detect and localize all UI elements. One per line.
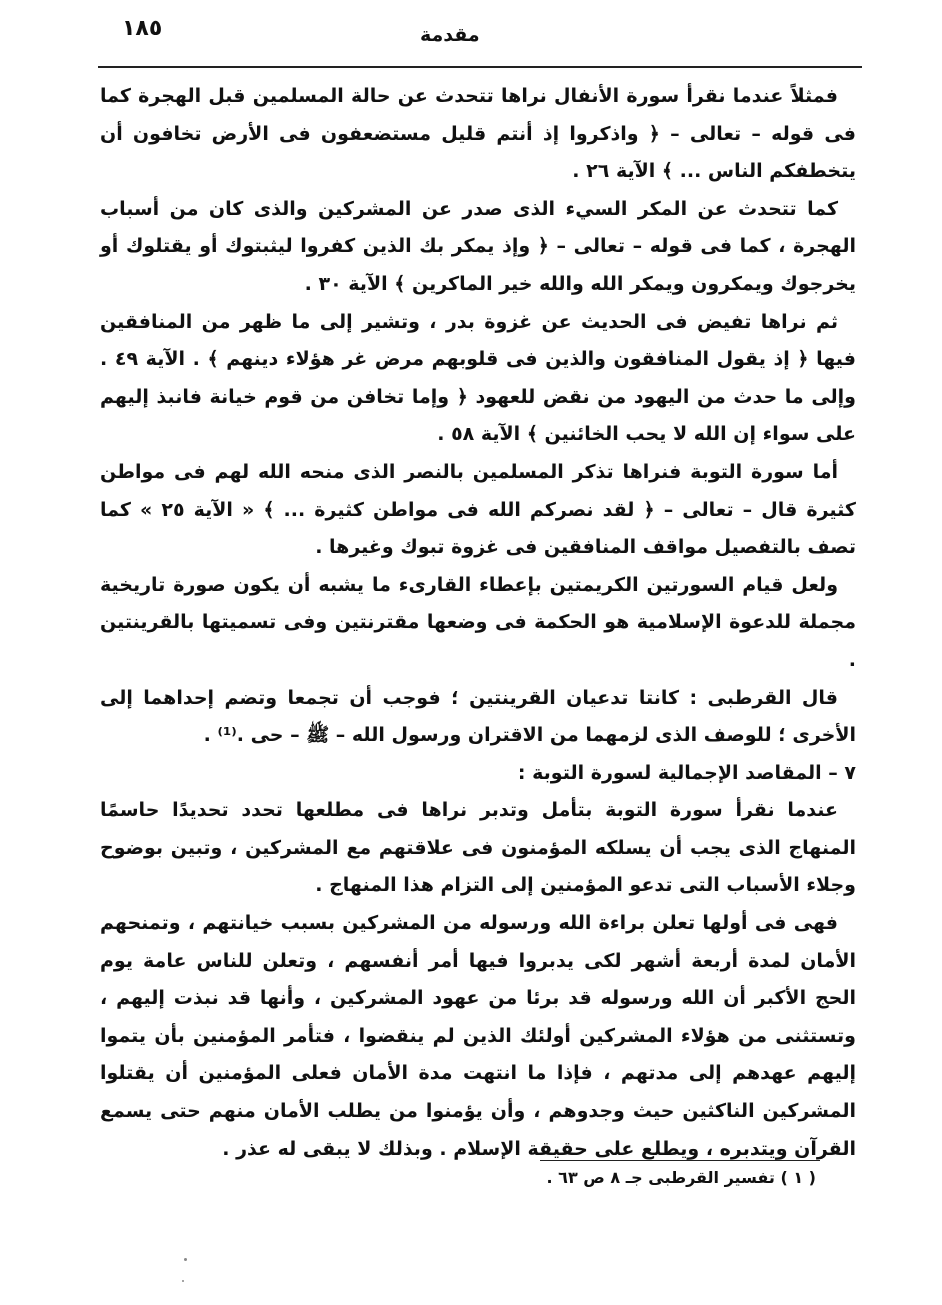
scan-speck [182,1280,184,1282]
paragraph-makr: كما تتحدث عن المكر السيء الذى صدر عن المشركين والذى كان من أسباب الهجرة ، كما فى قوله – تعالى – ﴿ وإذ يمكر بك الذين كفروا ليثبتوك أو يقتلوك أو يخرجوك ويمكرون ويمكر الله والله خير الماكرين ﴾ الآية ٣٠ . [100,197,856,295]
paragraph-baraa: فهى فى أولها تعلن براءة الله ورسوله من المشركين بسبب خيانتهم ، وتمنحهم الأمان لمدة أربعة أشهر لكى يدبروا فيها أمر أنفسهم ، وتعلن للناس عامة يوم الحج الأكبر أن الله ورسوله قد برئا من عهود المشركين ، وأنها قد نبذت إليهم ، وتستثنى من هؤلاء المشركين أولئك الذين لم ينقضوا ، فتأمر المؤمنين بأن يتموا إليهم عهدهم إلى مدتهم ، فإذا ما انتهت مدة الأمان فعلى المؤمنين أن يقتلوا المشركين الناكثين حيث وجدوهم ، وأن يؤمنوا من يطلب الأمان منهم حتى يسمع القرآن ويتدبره ، ويطلع على حقيقة الإسلام . وبذلك لا يبقى له عذر . [100,912,856,1160]
header-rule [98,66,862,68]
paragraph-tawba-nasr: أما سورة التوبة فنراها تذكر المسلمين بالنصر الذى منحه الله لهم فى مواطن كثيرة قال – تعالى – ﴿ لقد نصركم الله فى مواطن كثيرة ... ﴾ « الآية ٢٥ » كما تصف بالتفصيل مواقف المنافقين فى غزوة تبوك وغيرها . [100,460,856,559]
running-header-title: مقدمة [420,24,480,46]
page-number: ١٨٥ [122,16,163,41]
paragraph-anfal-intro: فمثلاً عندما نقرأ سورة الأنفال نراها تتحدث عن حالة المسلمين قبل الهجرة كما فى قوله – تعالى – ﴿ واذكروا إذ أنتم قليل مستضعفون فى الأرض تخافون أن يتخطفكم الناس ... ﴾ الآية ٢٦ . [100,85,856,183]
paragraph-badr: ثم نراها تفيض فى الحديث عن غزوة بدر ، وتشير إلى ما ظهر من المنافقين فيها ﴿ إذ يقول المنافقون والذين فى قلوبهم مرض غر هؤلاء دينهم ﴾ . الآية ٤٩ . وإلى ما حدث من اليهود من نقض للعهود ﴿ وإما تخافن من قوم خيانة فانبذ إليهم على سواء إن الله لا يحب الخائنين ﴾ الآية ٥٨ . [100,310,856,446]
paragraph-qurtubi-quote: قال القرطبى : كانتا تدعيان القرينتين ؛ فوجب أن تجمعا وتضم إحداهما إلى الأخرى ؛ للوصف الذى لزمهما من الاقتران ورسول الله – ﷺ – حى .⁽¹⁾ . [100,686,856,747]
paragraph-manhaj: عندما نقرأ سورة التوبة بتأمل وتدبر نراها فى مطلعها تحدد تحديدًا حاسمًا المنهاج الذى يجب أن يسلكه المؤمنون فى علاقتهم مع المشركين ، وتبين بوضوح وجلاء الأسباب التى تدعو المؤمنين إلى التزام هذا المنهاج . [100,799,856,897]
section-heading: ٧ – المقاصد الإجمالية لسورة التوبة : [517,761,856,784]
footnote: ( ١ ) تفسير القرطبى جـ ٨ ص ٦٣ . [546,1168,816,1187]
footnote-rule [540,1160,820,1161]
paragraph-qarinatain: ولعل قيام السورتين الكريمتين بإعطاء القارىء ما يشبه أن يكون صورة تاريخية مجملة للدعوة الإسلامية هو الحكمة فى وضعها مقترنتين وفى تسميتها بالقرينتين . [100,573,856,671]
body-text [100,78,856,1168]
scan-speck [184,1258,187,1261]
